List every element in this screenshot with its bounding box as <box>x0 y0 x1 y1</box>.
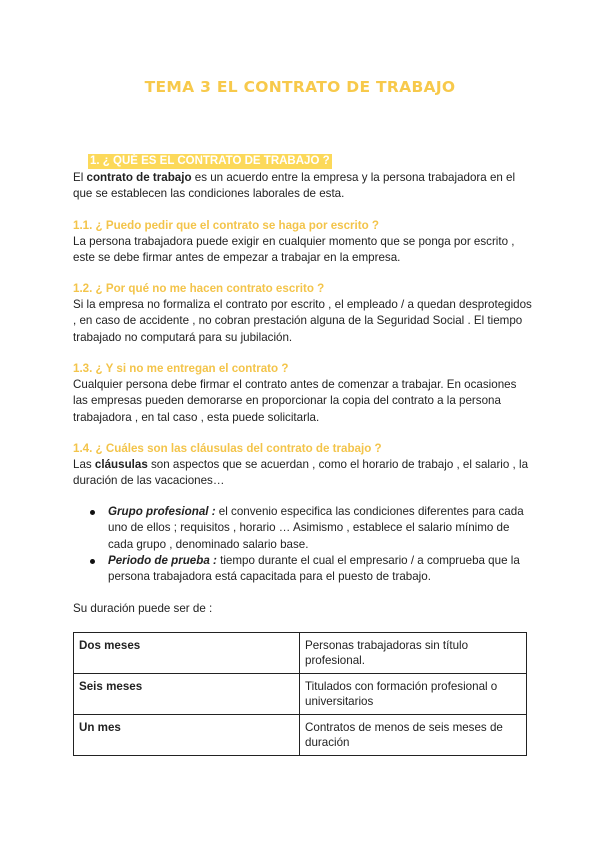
question-2-body: Si la empresa no formaliza el contrato por escrito , el empleado / a quedan desprotegidos , en caso de accidente , no cobran prestación alguna de la Seguridad Social . El tiempo trabajado no computará para su jubilación. <box>73 298 532 344</box>
duration-intro: Su duración puede ser de : <box>73 602 213 615</box>
bullet-term: Grupo profesional : <box>108 505 216 518</box>
clauses-bold-term: cláusulas <box>94 458 148 471</box>
table-row <box>74 715 527 756</box>
period-cell: Un mes <box>74 715 300 756</box>
applies-to-cell: Personas trabajadoras sin título profesional. <box>300 633 527 674</box>
question-2-heading: 1.2. ¿ Por qué no me hacen contrato escrito ? <box>73 282 325 295</box>
question-3-heading: 1.3. ¿ Y si no me entregan el contrato ? <box>73 362 289 375</box>
bullet-list <box>90 504 530 585</box>
question-4-heading: 1.4. ¿ Cuáles son las cláusulas del contrato de trabajo ? <box>73 442 382 455</box>
question-1-heading: 1.1. ¿ Puedo pedir que el contrato se haga por escrito ? <box>73 219 380 232</box>
section-intro: El contrato de trabajo es un acuerdo entre la empresa y la persona trabajadora en el que se establecen las condiciones laborales de esta. <box>73 171 516 201</box>
bullet-icon <box>90 510 95 515</box>
page-title: TEMA 3 EL CONTRATO DE TRABAJO <box>144 78 456 96</box>
table-row <box>74 674 527 715</box>
question-4-body: Las cláusulas son aspectos que se acuerdan , como el horario de trabajo , el salario , la duración de las vacaciones… <box>73 458 529 488</box>
bullet-icon <box>90 559 95 564</box>
list-item: Periodo de prueba : tiempo durante el cual el empresario / a comprueba que la persona trabajadora está capacitada para el puesto de trabajo. <box>90 553 530 586</box>
table-row <box>74 633 527 674</box>
applies-to-cell: Contratos de menos de seis meses de duración <box>300 715 527 756</box>
period-cell: Seis meses <box>74 674 300 715</box>
section-heading: 1. ¿ QUÉ ES EL CONTRATO DE TRABAJO ? <box>90 155 330 167</box>
period-cell: Dos meses <box>74 633 300 674</box>
applies-to-cell: Titulados con formación profesional o universitarios <box>300 674 527 715</box>
probation-table <box>73 632 527 756</box>
question-3-body: Cualquier persona debe firmar el contrato antes de comenzar a trabajar. En ocasiones las empresas pueden demorarse en proporcionar la copia del contrato a la persona trabajadora , en tal caso , esta puede solicitarla. <box>73 378 517 424</box>
question-1-body: La persona trabajadora puede exigir en cualquier momento que se ponga por escrito , este se debe firmar antes de empezar a trabajar en la empresa. <box>73 235 515 265</box>
intro-bold-term: contrato de trabajo <box>86 171 192 184</box>
bullet-term: Periodo de prueba : <box>108 553 217 567</box>
list-item: Grupo profesional : el convenio especifica las condiciones diferentes para cada uno de ellos ; requisitos , horario … Asimismo , establece el salario mínimo de cada grupo , denominado salario base. <box>90 504 530 553</box>
